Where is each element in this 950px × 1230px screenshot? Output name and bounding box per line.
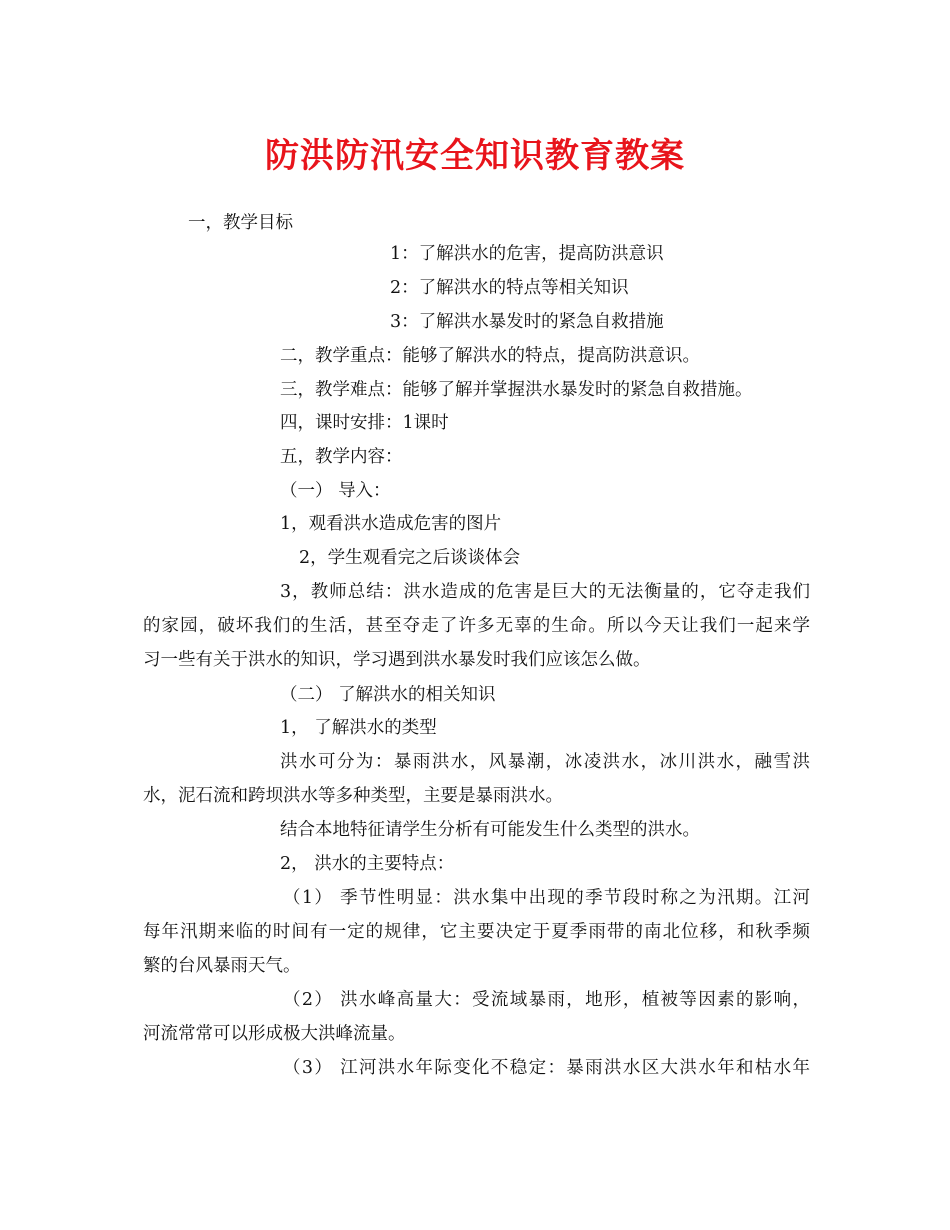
goal-item: 3：了解洪水暴发时的紧急自救措施 — [390, 312, 664, 332]
intro-item: 2，学生观看完之后谈谈体会 — [299, 548, 521, 568]
teacher-summary-line: 习一些有关于洪水的知识，学习遇到洪水暴发时我们应该怎么做。 — [143, 650, 651, 670]
feature-seasonal-line: （1） 季节性明显：洪水集中出现的季节段时称之为汛期。江河 — [283, 888, 810, 908]
section-key-points: 二，教学重点：能够了解洪水的特点，提高防洪意识。 — [280, 346, 700, 366]
section-schedule: 四，课时安排：1课时 — [280, 413, 449, 433]
feature-seasonal-line: 繁的台风暴雨天气。 — [143, 956, 301, 976]
part-intro-heading: （一） 导入： — [280, 481, 391, 501]
section-content: 五，教学内容： — [280, 447, 403, 467]
section-teaching-goals: 一，教学目标 — [188, 213, 293, 233]
goal-item: 1：了解洪水的危害，提高防洪意识 — [390, 244, 664, 264]
flood-features-heading: 2， 洪水的主要特点： — [280, 854, 455, 874]
flood-types-heading: 1， 了解洪水的类型 — [280, 718, 437, 738]
feature-peak-line: 河流常常可以形成极大洪峰流量。 — [143, 1024, 406, 1044]
feature-variability-line: （3） 江河洪水年际变化不稳定：暴雨洪水区大洪水年和枯水年 — [283, 1058, 810, 1078]
analysis-prompt: 结合本地特征请学生分析有可能发生什么类型的洪水。 — [280, 820, 700, 840]
teacher-summary-line: 的家园，破坏我们的生活，甚至夺走了许多无辜的生命。所以今天让我们一起来学 — [143, 616, 810, 636]
feature-seasonal-line: 每年汛期来临的时间有一定的规律，它主要决定于夏季雨带的南北位移，和秋季频 — [143, 922, 810, 942]
flood-types-line: 洪水可分为：暴雨洪水，风暴潮，冰凌洪水，冰川洪水，融雪洪 — [280, 752, 810, 772]
document-title: 防洪防汛安全知识教育教案 — [265, 136, 685, 176]
feature-peak-line: （2） 洪水峰高量大：受流域暴雨，地形，植被等因素的影响， — [283, 990, 810, 1010]
part-knowledge-heading: （二） 了解洪水的相关知识 — [280, 685, 496, 705]
goal-item: 2：了解洪水的特点等相关知识 — [390, 278, 629, 298]
flood-types-line: 水，泥石流和跨坝洪水等多种类型，主要是暴雨洪水。 — [143, 786, 563, 806]
intro-item: 1，观看洪水造成危害的图片 — [280, 514, 502, 534]
teacher-summary-line: 3，教师总结：洪水造成的危害是巨大的无法衡量的，它夺走我们 — [280, 582, 810, 602]
section-difficulties: 三，教学难点：能够了解并掌握洪水暴发时的紧急自救措施。 — [280, 380, 753, 400]
